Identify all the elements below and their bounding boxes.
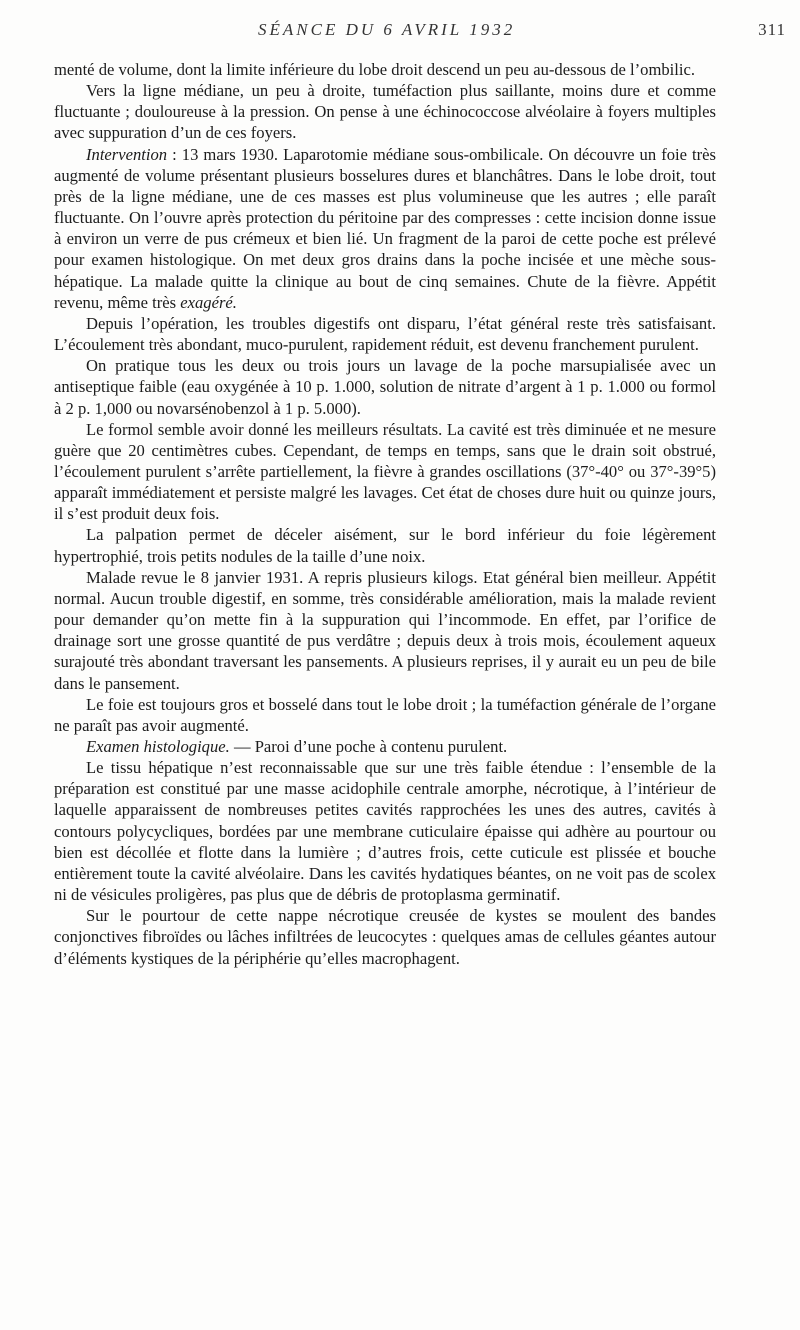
- paragraph-histology-heading: Examen histologique. — Paroi d’une poche à contenu purulent.: [86, 737, 508, 756]
- running-header: [0, 20, 800, 46]
- paragraph: Le tissu hépatique n’est reconnaissable que sur une très faible étendue : l’ensemble de la préparation est constitué par une masse acidophile centrale amorphe, nécrotique, à l’intérieur de laquelle apparaissent de nombreuses petites cavités rapprochées les unes des autres, cavités à contours polycycliques, bordées par une membrane cuticulaire épaisse qui adhère au pourtour ou bien est décollée et flotte dans la lumière ; d’autres frois, cette cuticule est plissée et bouche entièrement toute la cavité alvéolaire. Dans les cavités hydatiques béantes, on ne voit pas de scolex ni de vésicules proligères, pas plus que de débris de protoplasma germinatif.: [54, 758, 716, 905]
- running-title: SÉANCE DU 6 AVRIL 1932: [258, 20, 516, 39]
- paragraph: Le foie est toujours gros et bosselé dans tout le lobe droit ; la tuméfaction générale de l’organe ne paraît pas avoir augmenté.: [54, 694, 716, 735]
- page-number: 311: [758, 20, 786, 39]
- paragraph: La palpation permet de déceler aisément, sur le bord inférieur du foie légèrement hypertrophié, trois petits nodules de la taille d’une noix.: [54, 525, 716, 566]
- paragraph: Depuis l’opération, les troubles digestifs ont disparu, l’état général reste très satisfaisant. L’écoulement très abondant, muco-purulent, rapidement réduit, est devenu franchement purulent.: [54, 313, 716, 355]
- paragraph: Le formol semble avoir donné les meilleurs résultats. La cavité est très diminuée et ne mesure guère que 20 centimètres cubes. Cependant, de temps en temps, sans que le drain soit obstrué, l’écoulement purulent s’arrête partiellement, la fièvre à grandes oscillations (37°-40° ou 37°-39°5) apparaît immédiatement et persiste malgré les lavages. Cet état de choses dure huit ou quinze jours, il s’est produit deux fois.: [54, 419, 716, 524]
- paragraph: Vers la ligne médiane, un peu à droite, tuméfaction plus saillante, moins dure et comme fluctuante ; douloureuse à la pression. On pense à une échinococcose alvéolaire à foyers multiples avec suppuration d’un de ces foyers.: [54, 81, 716, 143]
- intervention-heading: Intervention: [86, 144, 168, 164]
- paragraph: Malade revue le 8 janvier 1931. A repris plusieurs kilogs. Etat général bien meilleur. Appétit normal. Aucun trouble digestif, en somme, très considérable amélioration, mais la malade revient pour demander qu’on mette fin à la suppuration qui l’incommode. En effet, par l’orifice de drainage sort une grosse quantité de pus verdâtre ; depuis deux à trois mois, écoulement aqueux surajouté très abondant traversant les pansements. A plusieurs reprises, il y aurait eu un peu de bile dans le pansement.: [54, 567, 716, 693]
- emphasis-word: exagéré.: [180, 292, 237, 312]
- paragraph: Sur le pourtour de cette nappe nécrotique creusée de kystes se moulent des bandes conjonctives fibroïdes ou lâches infiltrées de leucocytes : quelques amas de cellules géantes autour d’éléments kystiques de la périphérie qu’elles macrophagent.: [54, 906, 716, 968]
- paragraph: On pratique tous les deux ou trois jours un lavage de la poche marsupialisée avec un antiseptique faible (eau oxygénée à 10 p. 1.000, solution de nitrate d’argent à 1 p. 1.000 ou formol à 2 p. 1,000 ou novarsénobenzol à 1 p. 5.000).: [54, 356, 716, 418]
- histology-heading: Examen histologique.: [86, 737, 230, 756]
- paragraph-intervention: Intervention : 13 mars 1930. Laparotomie médiane sous-ombilicale. On découvre un foie très augmenté de volume présentant plusieurs bosselures dures et blanchâtres. Dans le lobe droit, tout près de la ligne médiane, une de ces masses est plus volumineuse que les autres ; elle paraît fluctuante. On l’ouvre après protection du péritoine par des compresses : cette incision donne issue à environ un verre de pus crémeux et bien lié. Un fragment de la paroi de cette poche est prélevé pour examen histologique. On met deux gros drains dans la poche incisée et une mèche sous-hépatique. La malade quitte la clinique au bout de cinq semaines. Chute de la fièvre. Appétit revenu, même très exagéré.: [54, 144, 716, 312]
- paragraph-continued: menté de volume, dont la limite inférieure du lobe droit descend un peu au-dessous de l’ombilic.: [54, 60, 695, 79]
- body-text: [54, 59, 716, 969]
